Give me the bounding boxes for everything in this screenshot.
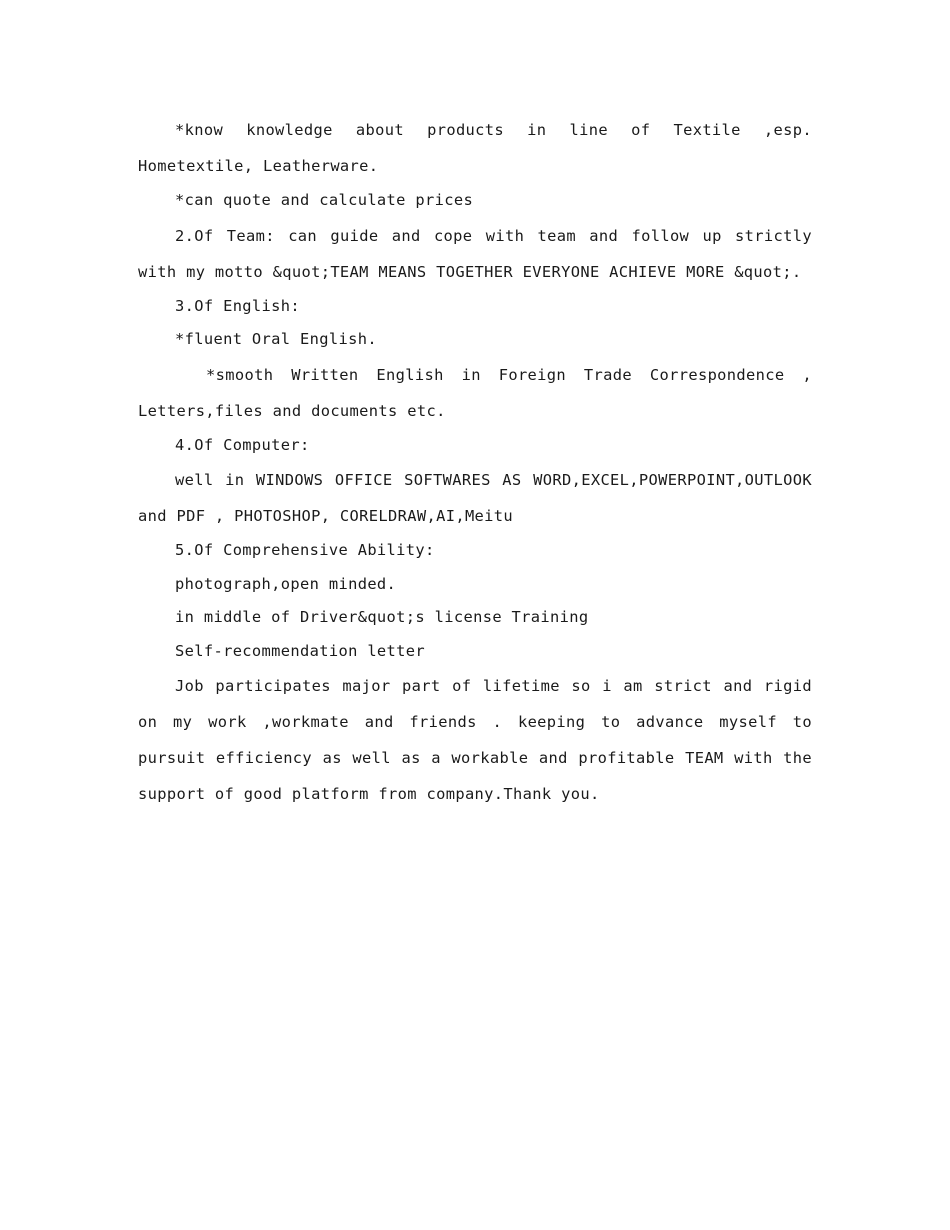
- paragraph-photograph: photograph,open minded.: [175, 574, 397, 593]
- paragraph-written-english: *smooth Written English in Foreign Trade Correspondence , Letters,files and documents etc.: [138, 365, 812, 420]
- paragraph-driver-license: in middle of Driver&quot;s license Training: [175, 608, 589, 626]
- paragraph-oral-english: *fluent Oral English.: [175, 330, 377, 348]
- heading-english: 3.Of English:: [175, 296, 301, 315]
- paragraph-software-skills: well in WINDOWS OFFICE SOFTWARES AS WORD,EXCEL,POWERPOINT,OUTLOOK and PDF , PHOTOSHOP, CORELDRAW,AI,Meitu: [138, 471, 812, 525]
- paragraph-team: 2.Of Team: can guide and cope with team and follow up strictly with my motto &quot;TEAM MEANS TOGETHER EVERYONE ACHIEVE MORE &quot;.: [138, 226, 812, 281]
- document-page: [138, 112, 812, 812]
- heading-self-recommendation: Self-recommendation letter: [175, 641, 426, 660]
- heading-computer: 4.Of Computer:: [175, 435, 310, 454]
- paragraph-closing: Job participates major part of lifetime so i am strict and rigid on my work ,workmate and friends . keeping to advance myself to pursuit efficiency as well as a workable and profitable TEAM with the support of good platform from company.Thank you.: [138, 677, 812, 803]
- paragraph-textile-knowledge: *know knowledge about products in line of Textile ,esp. Hometextile, Leatherware.: [138, 121, 812, 175]
- paragraph-quote-prices: *can quote and calculate prices: [175, 191, 474, 209]
- heading-comprehensive-ability: 5.Of Comprehensive Ability:: [175, 541, 435, 559]
